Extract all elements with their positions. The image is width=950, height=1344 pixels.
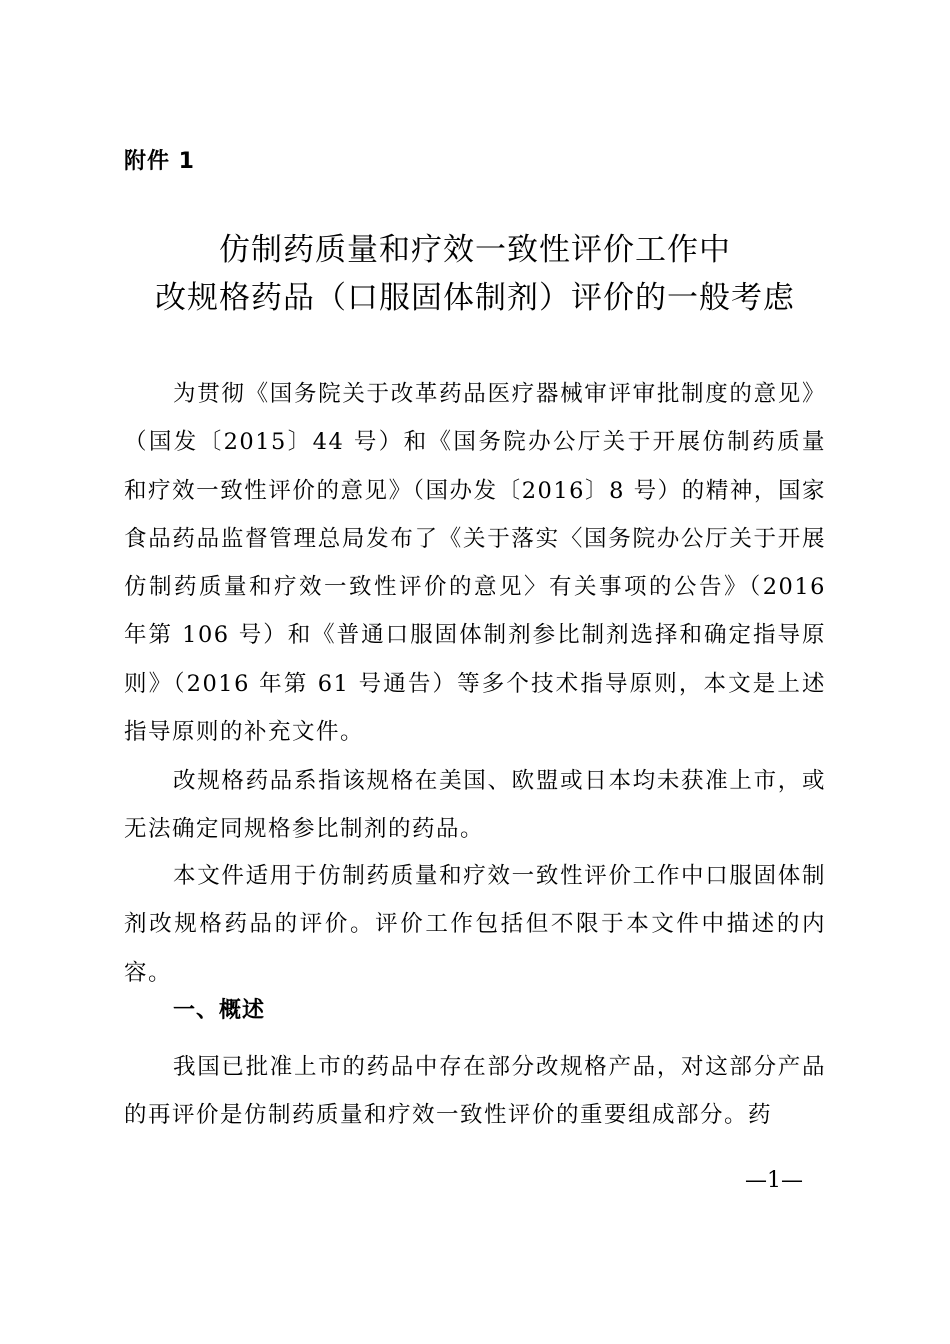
document-title-line-2: 改规格药品（口服固体制剂）评价的一般考虑 [155,280,795,316]
section-heading-overview: 一、概述 [173,998,266,1023]
page-number: —1— [745,1168,803,1193]
attachment-label: 附件 1 [124,149,195,174]
intro-paragraph: 为贯彻《国务院关于改革药品医疗器械审评审批制度的意见》（国发〔2015〕44 号）和《国务院办公厅关于开展仿制药质量和疗效一致性评价的意见》（国办发〔2016〕8 号）的精神，国家食品药品监督管理总局发布了《关于落实〈国务院办公厅关于开展仿制药质量和疗效一致性评价的意见〉有关事项的公告》（2016 年第 106 号）和《普通口服固体制剂参比制剂选择和确定指导原则》（2016 年第 61 号通告）等多个技术指导原则，本文是上述指导原则的补充文件。 [124,381,826,746]
document-title-line-1: 仿制药质量和疗效一致性评价工作中 [219,232,731,268]
scope-paragraph: 本文件适用于仿制药质量和疗效一致性评价工作中口服固体制剂改规格药品的评价。评价工作包括但不限于本文件中描述的内容。 [124,863,826,986]
overview-paragraph: 我国已批准上市的药品中存在部分改规格产品，对这部分产品的再评价是仿制药质量和疗效一致性评价的重要组成部分。药 [124,1054,826,1129]
definition-paragraph: 改规格药品系指该规格在美国、欧盟或日本均未获准上市，或无法确定同规格参比制剂的药品。 [124,768,826,843]
